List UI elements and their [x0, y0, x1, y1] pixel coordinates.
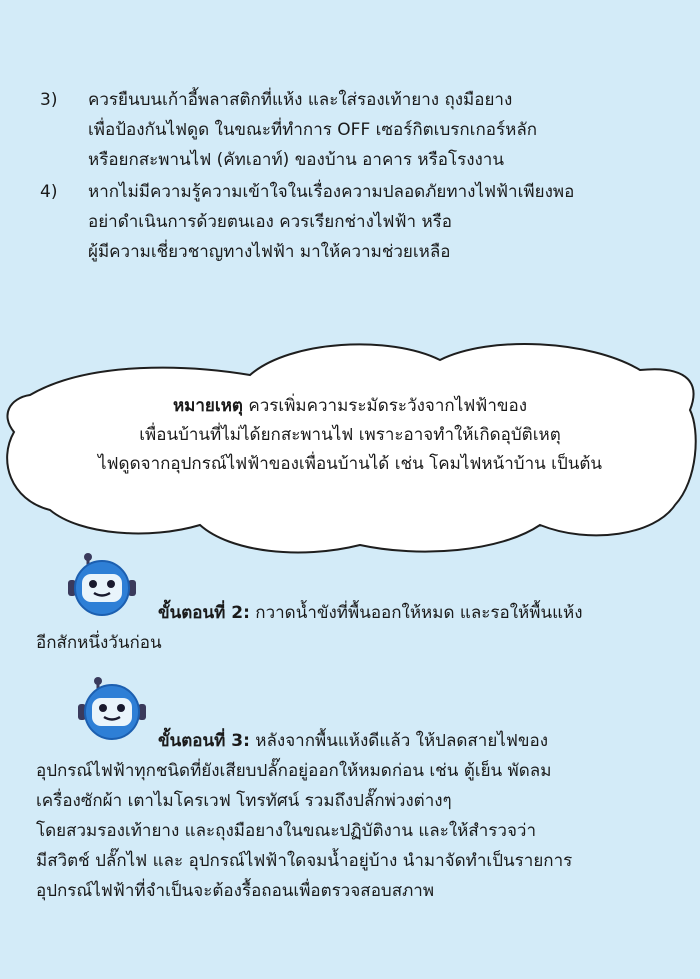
note-text: ไฟดูดจากอุปกรณ์ไฟฟ้าของเพื่อนบ้านได้ เช่น โคมไฟหน้าบ้าน เป็นต้น: [97, 454, 603, 474]
step-text: กวาดน้ำขังที่พื้นออกให้หมด และรอให้พื้นแห้ง: [249, 603, 583, 623]
list-number: 4): [40, 182, 58, 202]
note-text: เพื่อนบ้านที่ไม่ได้ยกสะพานไฟ เพราะอาจทำให้เกิดอุบัติเหตุ: [139, 425, 561, 445]
step-text: อุปกรณ์ไฟฟ้าทุกชนิดที่ยังเสียบปลั๊กอยู่ออกให้หมดก่อน เช่น ตู้เย็น พัดลม: [36, 761, 552, 781]
list-number: 3): [40, 90, 58, 110]
step-label: ขั้นตอนที่ 3:: [158, 731, 250, 751]
step-text: อุปกรณ์ไฟฟ้าที่จำเป็นจะต้องรื้อถอนเพื่อตรวจสอบสภาพ: [36, 881, 435, 901]
step-3: [36, 726, 676, 906]
note-label: หมายเหตุ: [172, 396, 243, 416]
step-text: เครื่องซักผ้า เตาไมโครเวฟ โทรทัศน์ รวมถึงปลั๊กพ่วงต่างๆ: [36, 791, 452, 811]
step-label: ขั้นตอนที่ 2:: [158, 603, 250, 623]
list-line: หากไม่มีความรู้ความเข้าใจในเรื่องความปลอดภัยทางไฟฟ้าเพียงพอ: [88, 182, 575, 202]
list-line: หรือยกสะพานไฟ (คัทเอาท์) ของบ้าน อาคาร หรือโรงงาน: [88, 150, 504, 170]
note-block: [0, 392, 700, 479]
step-text: หลังจากพื้นแห้งดีแล้ว ให้ปลดสายไฟของ: [249, 731, 549, 751]
step-2: [36, 598, 676, 658]
step-text: โดยสวมรองเท้ายาง และถุงมือยางในขณะปฏิบัติงาน และให้สำรวจว่า: [36, 821, 537, 841]
list-line: ควรยืนบนเก้าอี้พลาสติกที่แห้ง และใส่รองเท้ายาง ถุงมือยาง: [88, 90, 513, 110]
step-text: มีสวิตช์ ปลั๊กไฟ และ อุปกรณ์ไฟฟ้าใดจมน้ำอยู่บ้าง นำมาจัดทำเป็นรายการ: [36, 851, 573, 871]
step-text: อีกสักหนึ่งวันก่อน: [36, 633, 162, 653]
list-line: ผู้มีความเชี่ยวชาญทางไฟฟ้า มาให้ความช่วยเหลือ: [88, 242, 451, 262]
list-line: อย่าดำเนินการด้วยตนเอง ควรเรียกช่างไฟฟ้า หรือ: [88, 212, 453, 232]
note-text: ควรเพิ่มความระมัดระวังจากไฟฟ้าของ: [242, 396, 528, 416]
list-line: เพื่อป้องกันไฟดูด ในขณะที่ทำการ OFF เซอร์กิตเบรกเกอร์หลัก: [88, 120, 538, 140]
